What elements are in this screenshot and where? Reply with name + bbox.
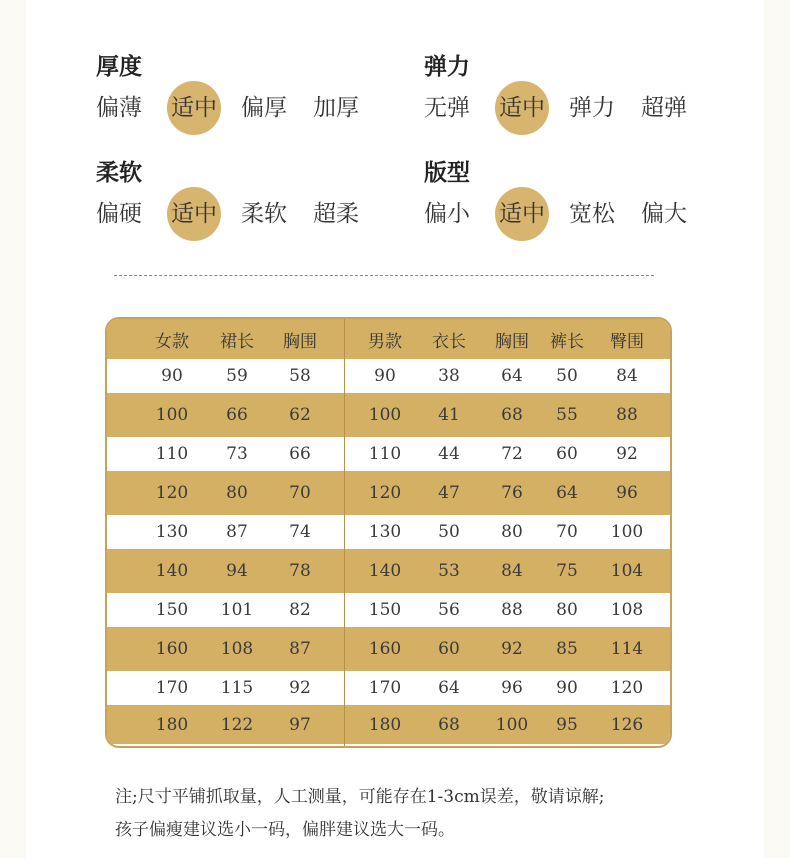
option-thick: 偏厚 (241, 95, 287, 121)
option-small: 偏小 (424, 201, 470, 227)
table-cell: 88 (501, 600, 523, 620)
table-cell: 90 (161, 366, 183, 386)
table-cell: 140 (155, 561, 189, 581)
table-cell: 95 (556, 714, 578, 735)
table-cell: 130 (368, 522, 402, 542)
table-cell: 75 (556, 561, 578, 581)
table-cell: 110 (368, 444, 402, 464)
option-stretch: 弹力 (569, 95, 615, 121)
table-cell: 122 (220, 714, 254, 735)
table-cell: 87 (289, 639, 311, 659)
table-cell: 59 (226, 366, 248, 386)
attr-elasticity (424, 48, 724, 128)
table-cell: 180 (368, 714, 402, 735)
table-cell: 150 (368, 600, 402, 620)
option-hard: 偏硬 (96, 201, 142, 227)
option-soft: 柔软 (241, 201, 287, 227)
size-table (105, 317, 672, 748)
table-cell: 82 (289, 600, 311, 620)
header-cell: 臀围 (610, 331, 644, 352)
table-cell: 88 (616, 405, 638, 425)
table-cell: 84 (616, 366, 638, 386)
table-cell: 80 (501, 522, 523, 542)
attr-title: 厚度 (96, 54, 142, 80)
table-cell: 76 (501, 483, 523, 503)
table-cell: 160 (368, 639, 402, 659)
table-cell: 150 (155, 600, 189, 620)
table-cell: 170 (368, 678, 402, 698)
note-line-1: 注;尺寸平铺抓取量，人工测量，可能存在1-3cm误差，敬请谅解; (115, 787, 605, 807)
table-cell: 80 (556, 600, 578, 620)
table-cell: 97 (289, 714, 311, 735)
table-cell: 120 (610, 678, 644, 698)
table-row (107, 593, 670, 627)
table-cell: 68 (438, 714, 460, 735)
option-large: 偏大 (641, 201, 687, 227)
attr-thickness (96, 48, 396, 128)
table-row (107, 437, 670, 471)
table-cell: 84 (501, 561, 523, 581)
option-extra-thick: 加厚 (313, 95, 359, 121)
table-row (107, 515, 670, 549)
table-cell: 85 (556, 639, 578, 659)
table-cell: 38 (438, 366, 460, 386)
table-cell: 58 (289, 366, 311, 386)
table-cell: 56 (438, 600, 460, 620)
table-cell: 47 (438, 483, 460, 503)
table-cell: 80 (226, 483, 248, 503)
table-cell: 108 (610, 600, 644, 620)
table-cell: 64 (438, 678, 460, 698)
table-cell: 70 (289, 483, 311, 503)
header-cell: 裙长 (220, 331, 254, 352)
table-cell: 92 (616, 444, 638, 464)
table-cell: 87 (226, 522, 248, 542)
table-cell: 94 (226, 561, 248, 581)
header-cell: 女款 (155, 331, 189, 352)
table-cell: 110 (155, 444, 189, 464)
table-header-row (107, 319, 670, 359)
header-cell: 胸围 (283, 331, 317, 352)
table-cell: 120 (368, 483, 402, 503)
table-cell: 101 (220, 600, 254, 620)
table-cell: 96 (616, 483, 638, 503)
option-super-soft: 超柔 (313, 201, 359, 227)
option-super-stretch: 超弹 (641, 95, 687, 121)
table-cell: 100 (610, 522, 644, 542)
header-cell: 男款 (368, 331, 402, 352)
table-cell: 64 (501, 366, 523, 386)
table-cell: 180 (155, 714, 189, 735)
table-row (107, 671, 670, 705)
option-medium-selected: 适中 (495, 187, 549, 241)
option-thin: 偏薄 (96, 95, 142, 121)
attr-softness (96, 154, 396, 234)
table-row (107, 393, 670, 437)
table-cell: 60 (438, 639, 460, 659)
table-cell: 50 (556, 366, 578, 386)
table-row (107, 471, 670, 515)
table-cell: 126 (610, 714, 644, 735)
option-medium-selected: 适中 (167, 187, 221, 241)
table-cell: 100 (368, 405, 402, 425)
table-cell: 140 (368, 561, 402, 581)
table-cell: 96 (501, 678, 523, 698)
table-cell: 78 (289, 561, 311, 581)
header-cell: 裤长 (550, 331, 584, 352)
table-row (107, 359, 670, 393)
header-cell: 衣长 (432, 331, 466, 352)
table-cell: 64 (556, 483, 578, 503)
table-cell: 90 (556, 678, 578, 698)
table-cell: 160 (155, 639, 189, 659)
option-loose: 宽松 (569, 201, 615, 227)
table-cell: 90 (374, 366, 396, 386)
table-cell: 130 (155, 522, 189, 542)
table-cell: 68 (501, 405, 523, 425)
table-cell: 70 (556, 522, 578, 542)
table-cell: 120 (155, 483, 189, 503)
note-line-2: 孩子偏瘦建议选小一码，偏胖建议选大一码。 (115, 820, 455, 840)
table-cell: 62 (289, 405, 311, 425)
header-cell: 胸围 (495, 331, 529, 352)
option-no-stretch: 无弹 (424, 95, 470, 121)
table-cell: 66 (289, 444, 311, 464)
table-cell: 66 (226, 405, 248, 425)
option-medium-selected: 适中 (495, 81, 549, 135)
table-cell: 108 (220, 639, 254, 659)
table-cell: 55 (556, 405, 578, 425)
table-column-divider (344, 319, 345, 746)
option-medium-selected: 适中 (167, 81, 221, 135)
table-row (107, 627, 670, 671)
table-cell: 92 (289, 678, 311, 698)
table-cell: 74 (289, 522, 311, 542)
table-cell: 60 (556, 444, 578, 464)
table-cell: 170 (155, 678, 189, 698)
table-row (107, 705, 670, 744)
table-cell: 44 (438, 444, 460, 464)
attr-title: 柔软 (96, 160, 142, 186)
table-cell: 72 (501, 444, 523, 464)
table-cell: 100 (495, 714, 529, 735)
table-cell: 50 (438, 522, 460, 542)
table-cell: 73 (226, 444, 248, 464)
table-cell: 53 (438, 561, 460, 581)
dashed-divider (114, 275, 654, 276)
attr-title: 弹力 (424, 54, 470, 80)
attr-fit (424, 154, 724, 234)
table-cell: 114 (610, 639, 644, 659)
table-cell: 104 (610, 561, 644, 581)
attr-title: 版型 (424, 160, 470, 186)
table-row (107, 549, 670, 593)
table-cell: 92 (501, 639, 523, 659)
table-cell: 100 (155, 405, 189, 425)
table-cell: 115 (220, 678, 254, 698)
table-cell: 41 (438, 405, 460, 425)
